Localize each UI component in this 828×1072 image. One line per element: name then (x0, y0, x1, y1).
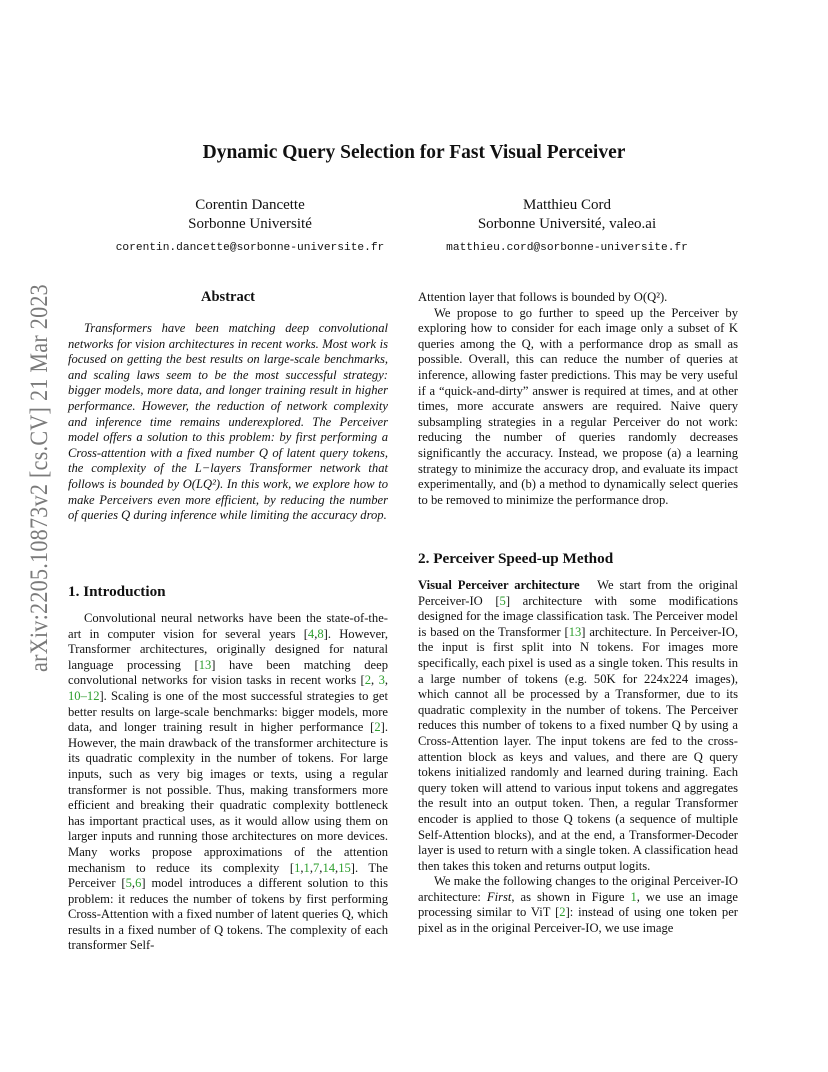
author-affiliation: Sorbonne Université (188, 216, 312, 232)
citation-link[interactable]: 1 (303, 860, 310, 875)
citation-link[interactable]: 5 (125, 876, 132, 891)
author-name: Matthieu Cord (523, 197, 611, 213)
section-heading-introduction: 1. Introduction (68, 583, 166, 600)
citation-link[interactable]: 10–12 (68, 688, 100, 703)
citation-link[interactable]: 2 (374, 720, 381, 735)
author-name: Corentin Dancette (195, 197, 305, 213)
paragraph-run-head: Visual Perceiver architecture (418, 578, 580, 592)
method-paragraph-2: We make the following changes to the original Perceiver-IO architecture: First, as shown in Figure 1, we use an image processing similar to ViT [2]: instead of using one token per pixel as in the original Perceiver-IO, we use image (418, 874, 738, 936)
citation-link[interactable]: 13 (568, 624, 582, 639)
section-heading-method: 2. Perceiver Speed-up Method (418, 550, 614, 567)
continued-paragraph: Attention layer that follows is bounded by O(Q²). (418, 290, 668, 304)
author-affiliation: Sorbonne Université, valeo.ai (477, 216, 657, 232)
method-body (418, 578, 738, 937)
citation-link[interactable]: 5 (499, 593, 506, 608)
abstract-paragraph: Transformers have been matching deep convolutional networks for vision architectures in recent works. Most work is focused on getting the best results on large-scale benchmarks, and scaling laws seem to be the most successful strategy: bigger models, more data, and longer training result in higher performance. However, the reduction of network complexity and inference time remains underexplored. The Perceiver model offers a solution to this problem: by first performing a Cross-attention with a fixed number Q of latent query tokens, the complexity of the L−layers Transformer network that follows is bounded by O(LQ²). In this work, we explore how to make Perceivers even more efficient, by reducing the number of queries Q during inference while limiting the accuracy drop. (68, 321, 388, 523)
intro-paragraph: Convolutional neural networks have been the state-of-the-art in computer vision for several years [4,8]. However, Transformer architectures, originally designed for natural language processing [13] have been matching deep convolutional networks for vision tasks in recent works [2, 3, 10–12]. Scaling is one of the most successful strategies to get better results on large-scale benchmarks: bigger models, more data, and longer training result in higher performance [2]. However, the main drawback of the transformer architecture is its quadratic complexity in the number of tokens. For large inputs, such as very big images or texts, using a regular transformer is not possible. Thus, making transformers more efficient and breaking their quadratic complexity bottleneck has important practical uses, as it would allow using them on larger inputs and running those architectures on more devices. Many works propose approximations of the attention mechanism to reduce its complexity [1,1,7,14,15]. The Perceiver [5,6] model introduces a different solution to this problem: it reduces the number of tokens by first performing Cross-Attention with a fixed number of latent queries Q, which results in a fixed number of Q tokens. The complexity of each transformer Self- (68, 611, 389, 953)
citation-link[interactable]: 2 (559, 905, 566, 920)
author-email: matthieu.cord@sorbonne-universite.fr (446, 242, 688, 254)
citation-link[interactable]: 8 (317, 626, 324, 641)
proposal-paragraph: We propose to go further to speed up the Perceiver by exploring how to consider for each image only a subset of K queries among the Q, with a performance drop as small as possible. Overall, this can reduce the number of queries at inference, allowing faster predictions. This may be very useful if a “quick-and-dirty” answer is required at times, and at other times, more accurate answers are required. Naive query subsampling strategies in a regular Perceiver do not work: reducing the number of queries randomly decreases significantly the accuracy. Instead, we propose (a) a learning strategy to minimize the accuracy drop, and evaluate its impact experimentally, and (b) a method to dynamically select queries to be removed to minimize the performance drop. (418, 305, 738, 507)
citation-link[interactable]: 14 (322, 860, 336, 875)
citation-link[interactable]: 15 (338, 860, 351, 875)
method-paragraph-1: Visual Perceiver architecture We start from the original Perceiver-IO [5] architecture with some modifications designed for the image classification task. The Perceiver model is based on the Transformer [13] architecture. In Perceiver-IO, the input is first split into N tokens. For images more specifically, each pixel is used as a single token. This results in a large number of tokens (e.g. 50K for 224x224 images), which cannot all be processed by a Transformer, due to its quadratic complexity in the number of tokens. The Perceiver reduces this number of tokens to a fixed number Q by using a Cross-Attention layer. The input tokens are fed to the cross-attention block as keys and values, and there are Q query tokens initialized randomly and learned during training. Each query token will attend to various input tokens and aggregates the result into an output token. Then, a regular Transformer encoder is applied to those Q tokens (a sequence of multiple Self-Attention blocks), and at the end, a Transformer-Decoder layer is used to return with a single token. A classification head then takes this token and returns output logits. (418, 578, 738, 873)
citation-link[interactable]: 7 (312, 860, 320, 875)
figure-link[interactable]: 1 (630, 889, 637, 904)
introduction-body (68, 611, 388, 954)
author-email: corentin.dancette@sorbonne-universite.fr (115, 242, 385, 254)
author-block-1 (90, 196, 410, 258)
arxiv-identifier-stamp (14, 282, 60, 672)
abstract-heading: Abstract (201, 289, 255, 305)
arxiv-stamp-text: arXiv:2205.10873v2 [cs.CV] 21 Mar 2023 (26, 282, 53, 672)
citation-link[interactable]: 1 (294, 860, 301, 875)
abstract-text (68, 321, 388, 524)
citation-link[interactable]: 2 (364, 673, 372, 688)
right-column-continuation (418, 290, 738, 508)
citation-link[interactable]: 4 (307, 626, 315, 641)
citation-link[interactable]: 13 (198, 657, 212, 672)
author-block-2 (400, 196, 734, 258)
paper-title: Dynamic Query Selection for Fast Visual Perceiver (202, 142, 626, 163)
citation-link[interactable]: 6 (135, 876, 142, 891)
citation-link[interactable]: 3 (378, 673, 385, 688)
